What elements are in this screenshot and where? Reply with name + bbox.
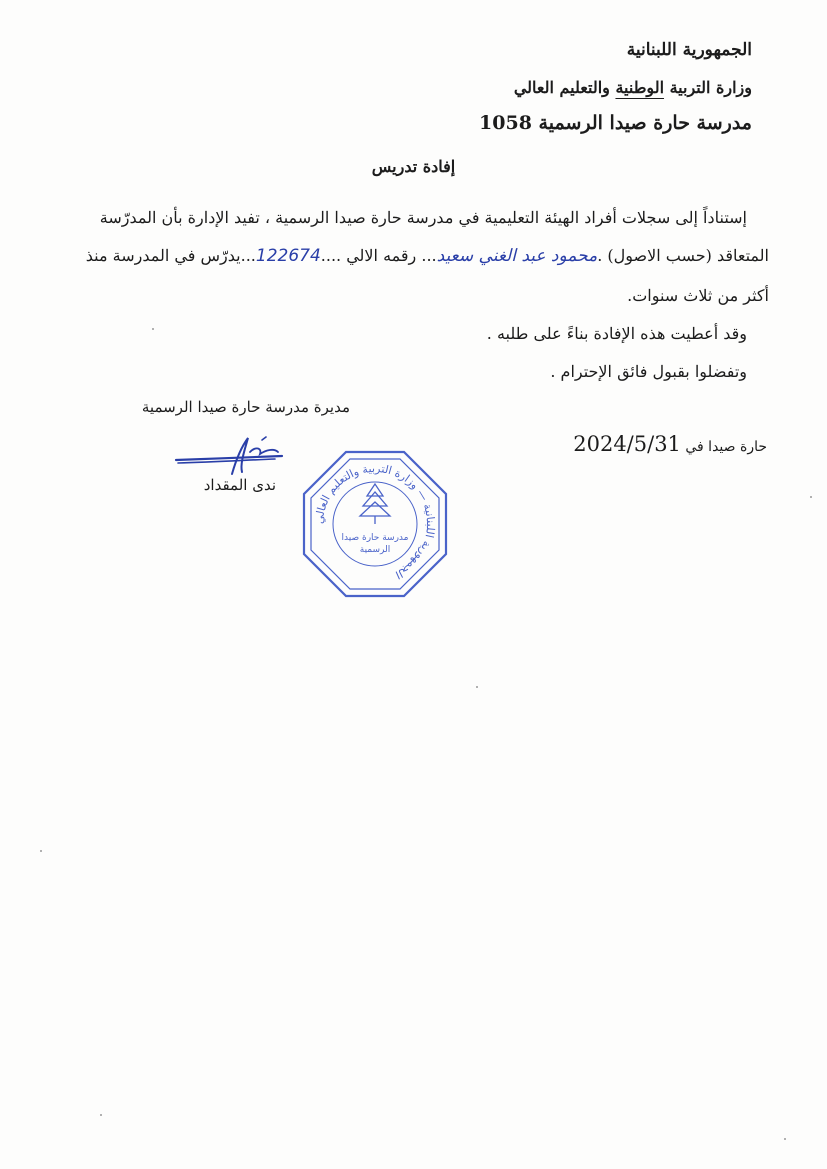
ministry-underlined: الوطنية bbox=[615, 78, 665, 97]
body-text: ... رقمه الالي .... bbox=[320, 246, 437, 265]
date-value: 2024/5/31 bbox=[573, 432, 681, 456]
scan-speck bbox=[784, 1138, 786, 1140]
date-line bbox=[573, 432, 767, 456]
official-stamp bbox=[300, 448, 450, 600]
body-line-5: وتفضلوا بقبول فائق الإحترام . bbox=[550, 362, 747, 381]
scan-speck bbox=[810, 496, 812, 498]
signatory-name: ندى المقداد bbox=[203, 476, 276, 494]
body-line-3: أكثر من ثلاث سنوات. bbox=[627, 286, 769, 305]
stamp-ring-text: الجمهورية اللبنانية — وزارة التربية والتعليم العالي bbox=[312, 461, 438, 582]
scan-speck bbox=[40, 850, 42, 852]
signatory-title: مديرة مدرسة حارة صيدا الرسمية bbox=[141, 398, 350, 416]
body-text: ...يدرّس في المدرسة منذ bbox=[85, 246, 256, 265]
handwritten-name: محمود عبد الغني سعيد bbox=[436, 246, 598, 266]
scan-speck bbox=[476, 686, 478, 688]
school-heading: مدرسة حارة صيدا الرسمية 1058 bbox=[479, 112, 752, 134]
document-title: إفادة تدريس bbox=[371, 157, 456, 176]
ministry-part: والتعليم العالي bbox=[513, 78, 616, 97]
stamp-center-line-2: الرسمية bbox=[359, 545, 391, 555]
date-place: حارة صيدا في bbox=[680, 439, 767, 455]
ministry-part: وزارة التربية bbox=[664, 78, 752, 97]
body-line-4 bbox=[487, 324, 747, 343]
cedar-icon bbox=[360, 484, 390, 524]
signature-mark bbox=[170, 430, 290, 480]
body-text: وقد أعطيت هذه الإفادة بناءً على طلبه bbox=[496, 324, 747, 343]
republic-heading: الجمهورية اللبنانية bbox=[626, 40, 752, 60]
ministry-heading bbox=[514, 78, 752, 97]
scan-speck bbox=[100, 1114, 102, 1116]
handwritten-number: 122674 bbox=[255, 246, 321, 266]
body-line-2 bbox=[86, 246, 769, 266]
stamp-center-line-1: مدرسة حارة صيدا bbox=[341, 533, 409, 543]
body-text: . bbox=[486, 324, 497, 343]
body-line-1: إستناداً إلى سجلات أفراد الهيئة التعليمية في مدرسة حارة صيدا الرسمية ، تفيد الإدارة بأن المدرّسة bbox=[99, 208, 747, 227]
body-text: المتعاقد (حسب الاصول) . bbox=[597, 246, 769, 265]
scan-speck bbox=[152, 328, 154, 330]
